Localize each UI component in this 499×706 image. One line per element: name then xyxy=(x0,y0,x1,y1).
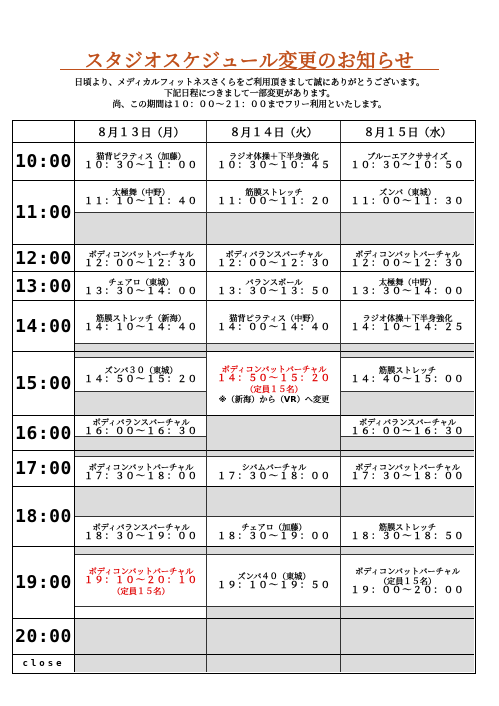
intro-line-1: 日頃より、メディカルフィットネスさくらをご利用頂きまして誠にありがとうございます。 xyxy=(74,78,425,88)
empty-slot-tue-1440 xyxy=(207,344,341,352)
class-time: １４：５０〜１５：２０ xyxy=(83,374,199,385)
time-label-19: 19:00 xyxy=(13,547,75,619)
class-time: １０：３０〜１１：００ xyxy=(83,160,199,171)
empty-slot-tue-16 xyxy=(207,416,341,451)
title-underline xyxy=(60,69,439,70)
day-header-tue: ８月１４日（火） xyxy=(207,121,341,143)
class-wed-1600 xyxy=(341,416,474,437)
time-label-10: 10:00 xyxy=(13,143,75,181)
empty-slot-mon-1630 xyxy=(75,437,207,451)
empty-slot-tue-close xyxy=(207,655,341,672)
class-name: ボディコンバットバーチャル xyxy=(221,364,327,374)
empty-slot-wed-close xyxy=(341,655,474,672)
empty-slot-mon-2010 xyxy=(75,607,207,619)
class-mon-1600 xyxy=(75,416,207,437)
class-wed-1030 xyxy=(341,147,474,175)
class-name: 太極舞（中野） xyxy=(378,276,437,287)
class-mon-1730 xyxy=(75,457,207,487)
page-title: スタジオスケジュール変更のお知らせ xyxy=(84,50,415,72)
class-name: ズンバ（東城） xyxy=(379,187,436,197)
class-name: ラジオ体操＋下半身強化 xyxy=(228,151,320,161)
class-name: ボディコンバットバーチャル xyxy=(355,248,460,259)
class-name: ボディコンバットバーチャル xyxy=(355,462,460,472)
empty-slot-tue-20 xyxy=(207,619,341,655)
class-time: １４：５０〜１５：２０ xyxy=(216,373,332,384)
time-label-20: 20:00 xyxy=(13,619,75,655)
class-mon-1200 xyxy=(75,245,207,272)
class-time: １２：００〜１２：３０ xyxy=(350,257,465,269)
class-time: １４：００〜１４：４０ xyxy=(216,321,332,333)
class-tue-1450 xyxy=(207,353,341,415)
class-name: バランスボール xyxy=(245,276,303,287)
class-time: １３：３０〜１４：００ xyxy=(83,285,199,297)
class-name: 筋膜ストレッチ（新海） xyxy=(96,312,186,323)
class-wed-1830 xyxy=(341,517,474,547)
class-name: 猫背ピラティス（中野） xyxy=(229,312,319,323)
class-time: １９：００〜２０：００ xyxy=(350,585,465,596)
class-name: ボディコンバットバーチャル xyxy=(355,566,460,576)
class-mon-1110 xyxy=(75,183,207,211)
empty-slot-mon-1450 xyxy=(75,344,207,352)
class-name: 筋膜ストレッチ xyxy=(378,365,437,375)
empty-slot-wed-19 xyxy=(341,547,474,555)
class-time: １１：１０〜１１：４０ xyxy=(83,196,199,207)
class-time: １９：１０〜２０：１０ xyxy=(83,575,199,586)
class-time: １４：４０〜１５：００ xyxy=(350,374,465,385)
class-tue-1100 xyxy=(207,183,341,211)
empty-slot-mon-close xyxy=(75,655,207,672)
class-mon-1450 xyxy=(75,358,207,392)
empty-slot-mon-1130 xyxy=(75,213,207,245)
class-time: １４：１０〜１４：２５ xyxy=(350,321,465,333)
time-label-12: 12:00 xyxy=(13,245,75,272)
class-name: ボディバランスバーチャル xyxy=(92,416,190,427)
empty-slot-wed-1630 xyxy=(341,437,474,451)
class-tue-1400 xyxy=(207,301,341,344)
class-wed-1200 xyxy=(341,245,474,272)
class-name: 太極舞（中野） xyxy=(112,187,170,197)
empty-slot-wed-2000 xyxy=(341,607,474,619)
class-name: ズンバ４０（東城） xyxy=(237,571,311,581)
empty-slot-wed-1425 xyxy=(341,344,474,352)
capacity-note: （定員１５名） xyxy=(245,384,303,394)
empty-slot-tue-18 xyxy=(207,487,341,517)
class-time: １１：００〜１１：２０ xyxy=(216,196,332,207)
empty-slot-tue-1950 xyxy=(207,607,341,619)
class-tue-1330 xyxy=(207,272,341,301)
intro-line-2: 下記日程につきまして一部変更があります。 xyxy=(163,89,336,99)
class-name: ボディバランスバーチャル xyxy=(225,248,323,259)
class-time: １７：３０〜１８：００ xyxy=(216,471,332,482)
class-tue-1830 xyxy=(207,517,341,547)
class-time: １６：００〜１６：３０ xyxy=(83,425,199,437)
change-note: ※（新海）から（VR）へ変更 xyxy=(218,394,330,404)
class-name: ブルーエアクササイズ xyxy=(367,151,448,161)
class-time: １０：３０〜１０：４５ xyxy=(216,160,332,171)
class-name: ラジオ体操＋下半身強化 xyxy=(362,312,453,323)
class-tue-1030 xyxy=(207,147,341,175)
intro-line-3: 尚、この期間は１０：００〜２１：００までフリー利用といたします。 xyxy=(112,100,387,110)
class-mon-1410 xyxy=(75,301,207,344)
class-name: ボディコンバットバーチャル xyxy=(88,566,194,576)
class-mon-1030 xyxy=(75,147,207,175)
class-time: １３：３０〜１３：５０ xyxy=(216,285,332,297)
class-wed-1410 xyxy=(341,301,474,344)
time-label-11: 11:00 xyxy=(13,181,75,245)
class-time: １４：１０〜１４：４０ xyxy=(83,321,199,333)
empty-slot-mon-1530 xyxy=(75,392,207,416)
empty-slot-tue-1130 xyxy=(207,213,341,245)
class-name: ボディバランスバーチャル xyxy=(358,416,457,427)
class-time: １８：３０〜１８：５０ xyxy=(350,531,465,542)
empty-slot-mon-18 xyxy=(75,487,207,517)
class-mon-1830 xyxy=(75,517,207,547)
day-header-mon: ８月１３日（月） xyxy=(75,121,207,143)
class-time: １２：００〜１２：３０ xyxy=(83,257,199,269)
class-name: ボディコンバットバーチャル xyxy=(88,462,194,472)
time-label-close: close xyxy=(13,655,75,672)
class-time: １８：３０〜１９：００ xyxy=(216,531,332,542)
class-time: １１：００〜１１：３０ xyxy=(350,196,465,207)
class-wed-1100 xyxy=(341,183,474,211)
class-time: １９：１０〜１９：５０ xyxy=(216,580,332,591)
class-wed-1440 xyxy=(341,358,474,392)
class-time: １０：３０〜１０：５０ xyxy=(350,160,465,171)
class-name: 猫背ピラティス（加藤） xyxy=(96,151,186,161)
time-label-18: 18:00 xyxy=(13,487,75,547)
class-time: １７：３０〜１８：００ xyxy=(350,471,465,482)
class-wed-1900 xyxy=(341,557,474,605)
empty-slot-mon-19 xyxy=(75,547,207,555)
class-name: ズンバ３０（東城） xyxy=(104,365,178,375)
class-wed-1730 xyxy=(341,457,474,487)
class-tue-1730 xyxy=(207,457,341,487)
class-time: １６：００〜１６：３０ xyxy=(350,425,465,437)
empty-slot-mon-20 xyxy=(75,619,207,655)
class-time: １８：３０〜１９：００ xyxy=(83,531,199,542)
corner-cell xyxy=(13,121,75,143)
class-name: ボディバランスバーチャル xyxy=(92,522,190,532)
capacity-note: （定員１５名） xyxy=(112,586,170,596)
capacity-note: （定員１５名） xyxy=(378,576,437,586)
class-time: １３：３０〜１４：００ xyxy=(350,285,465,297)
schedule-table xyxy=(12,120,476,674)
empty-slot-wed-1130 xyxy=(341,213,474,245)
class-wed-1330 xyxy=(341,272,474,301)
time-label-17: 17:00 xyxy=(13,451,75,487)
time-label-16: 16:00 xyxy=(13,416,75,451)
class-name: シバムバーチャル xyxy=(241,462,307,472)
class-name: チェアロ（東城） xyxy=(108,276,174,287)
empty-slot-wed-1530 xyxy=(341,392,474,416)
class-tue-1200 xyxy=(207,245,341,272)
empty-slot-tue-19 xyxy=(207,547,341,555)
class-name: 筋膜ストレッチ xyxy=(378,522,437,532)
class-name: ボディコンバットバーチャル xyxy=(88,248,194,259)
class-name: チェアロ（加藤） xyxy=(241,522,307,532)
empty-slot-wed-20 xyxy=(341,619,474,655)
time-label-15: 15:00 xyxy=(13,352,75,416)
day-header-wed: ８月１５日（水） xyxy=(341,121,474,143)
class-name: 筋膜ストレッチ xyxy=(245,187,303,197)
class-mon-1910 xyxy=(75,557,207,605)
time-label-14: 14:00 xyxy=(13,301,75,352)
class-time: １７：３０〜１８：００ xyxy=(83,471,199,482)
empty-slot-wed-18 xyxy=(341,487,474,517)
class-time: １２：００〜１２：３０ xyxy=(216,257,332,269)
time-label-13: 13:00 xyxy=(13,272,75,301)
class-mon-1330 xyxy=(75,272,207,301)
class-tue-1910 xyxy=(207,557,341,605)
